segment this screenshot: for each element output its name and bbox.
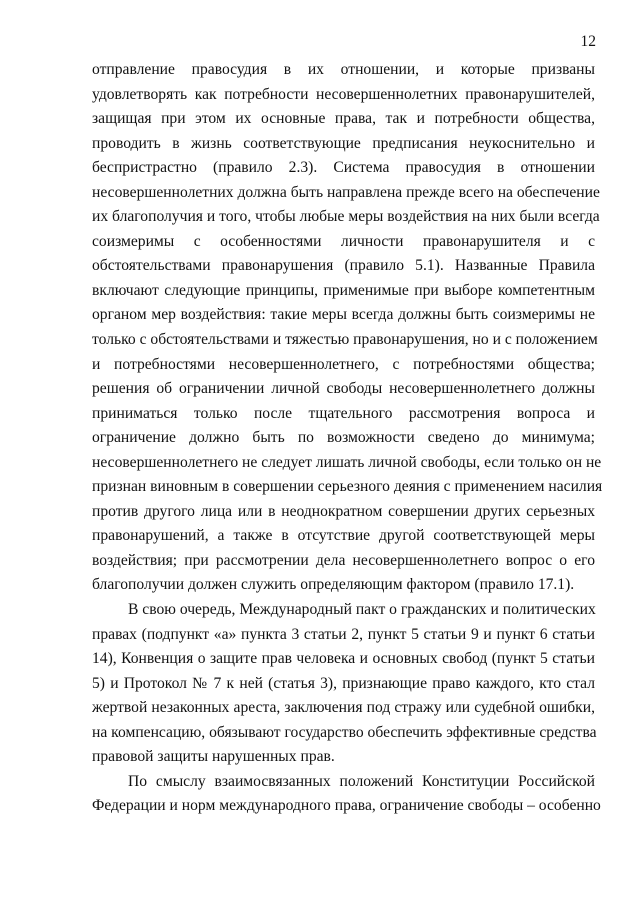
text-line: жертвой незаконных ареста, заключения под стражу или судебной ошибки, — [92, 699, 595, 717]
text-line: на компенсацию, обязывают государство обеспечить эффективные средства — [92, 723, 597, 741]
text-line: решения об ограничении личной свободы несовершеннолетнего должны — [92, 380, 595, 398]
text-line: правовой защиты нарушенных прав. — [92, 748, 335, 766]
text-line: ограничение должно быть по возможности сведено до минимума; — [92, 429, 595, 447]
paragraph-2 — [92, 598, 595, 770]
text-line: органом мер воздействия: такие меры всегда должны быть соизмеримы не — [92, 306, 595, 324]
text-line: Федерации и норм международного права, ограничение свободы – особенно — [92, 797, 601, 815]
document-body — [92, 58, 603, 819]
text-line: правонарушений, а также в отсутствие другой соответствующей меры — [92, 527, 595, 545]
text-line: По смыслу взаимосвязанных положений Конституции Российской — [128, 772, 595, 790]
page-number: 12 — [580, 33, 596, 50]
paragraph-3 — [92, 770, 601, 819]
text-line: несовершеннолетних должна быть направлена прежде всего на обеспечение — [92, 183, 600, 201]
text-line: защищая при этом их основные права, так и потребности общества, — [92, 110, 595, 128]
text-line: воздействия; при рассмотрении дела несовершеннолетнего вопрос о его — [92, 551, 595, 569]
text-line: правах (подпункт «а» пункта 3 статьи 2, пункт 5 статьи 9 и пункт 6 статьи — [92, 625, 595, 643]
text-line: признан виновным в совершении серьезного деяния с применением насилия — [92, 478, 603, 496]
text-line: против другого лица или в неоднократном совершении других серьезных — [92, 502, 595, 520]
paragraph-1 — [92, 58, 603, 598]
text-line: 14), Конвенция о защите прав человека и основных свобод (пункт 5 статьи — [92, 650, 595, 668]
text-line: их благополучия и того, чтобы любые меры воздействия на них были всегда — [92, 208, 600, 226]
text-line: только с обстоятельствами и тяжестью правонарушения, но и с положением — [92, 331, 598, 349]
text-line: 5) и Протокол № 7 к ней (статья 3), признающие право каждого, кто стал — [92, 674, 595, 692]
text-line: и потребностями несовершеннолетнего, с потребностями общества; — [92, 355, 595, 373]
text-line: беспристрастно (правило 2.3). Система правосудия в отношении — [92, 159, 595, 177]
text-line: удовлетворять как потребности несовершеннолетних правонарушителей, — [92, 85, 595, 103]
text-line: соизмеримы с особенностями личности правонарушителя и с — [92, 232, 595, 250]
text-line: отправление правосудия в их отношении, и которые призваны — [92, 61, 595, 78]
text-line: включают следующие принципы, применимые при выборе компетентным — [92, 281, 595, 299]
text-line: благополучии должен служить определяющим фактором (правило 17.1). — [92, 576, 575, 594]
text-line: В свою очередь, Международный пакт о гражданских и политических — [128, 601, 596, 619]
text-line: обстоятельствами правонарушения (правило 5.1). Названные Правила — [92, 257, 595, 275]
text-line: проводить в жизнь соответствующие предписания неукоснительно и — [92, 134, 595, 152]
text-line: приниматься только после тщательного рассмотрения вопроса и — [92, 404, 595, 422]
text-line: несовершеннолетнего не следует лишать личной свободы, если только он не — [92, 453, 602, 471]
